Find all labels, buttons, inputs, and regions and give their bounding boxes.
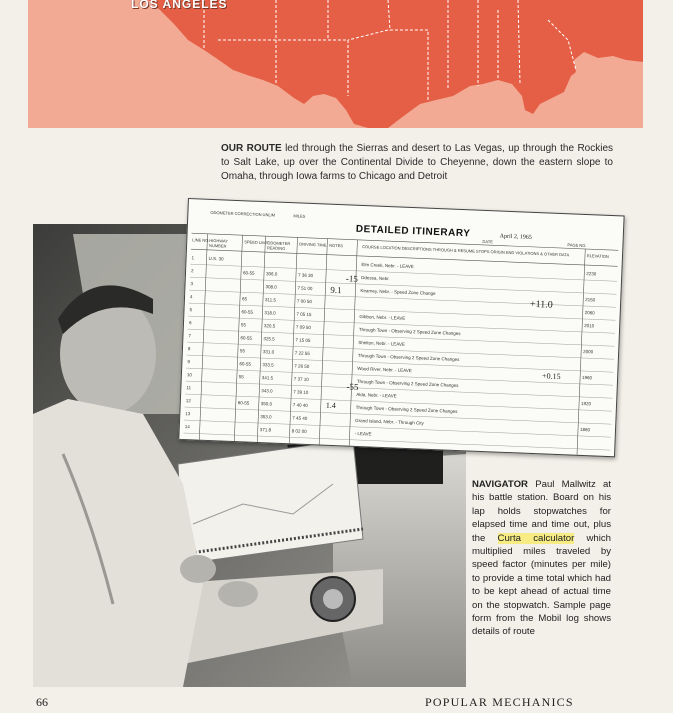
magazine-title: POPULAR MECHANICS <box>425 695 574 709</box>
form-cell: Through Town - Observing 2 Speed Zone Changes <box>357 352 460 363</box>
form-cell: - LEAVE <box>354 430 372 437</box>
form-column-header: ODOMETER READING <box>266 240 291 251</box>
form-column-header: NOTES <box>329 242 344 249</box>
annotation-4: +0.15 <box>541 371 561 382</box>
form-cell: 60-55 <box>237 400 250 406</box>
form-cell: 341.5 <box>261 375 274 381</box>
form-cell: 333.5 <box>262 362 274 368</box>
form-cell: 7 22 55 <box>294 350 310 357</box>
form-cell: 60-55 <box>241 309 254 315</box>
form-cell: 7 51 00 <box>297 285 313 292</box>
annotation-5: -55 <box>346 381 359 392</box>
torn-edge <box>190 380 630 450</box>
form-cell: 331.0 <box>262 349 275 355</box>
route-caption <box>221 142 613 184</box>
annotation-2: -15 <box>345 273 359 284</box>
form-cell: 7 36 30 <box>297 272 314 279</box>
navigator-caption-text-2: which multiplied miles traveled by speed factor (minutes per mile) to provide a time total which had to be kept ahead of actual time on the stopwatch. Sample page form from the Mobil log shows details of route <box>472 532 611 638</box>
form-cell: 2 <box>190 268 194 274</box>
form-cell: 60-55 <box>240 335 253 341</box>
form-cell: 353.0 <box>260 414 272 420</box>
form-cell: 343.0 <box>261 388 273 394</box>
map-city-label: LOS ANGELES <box>131 0 228 11</box>
form-cell: 2060 <box>584 310 595 316</box>
form-cell: 7 15 05 <box>295 337 311 344</box>
form-cell: 3 <box>190 281 194 287</box>
curta-calculator-highlight: Curta calculator <box>497 532 575 544</box>
form-column-header: SPEED LIMIT <box>244 239 270 246</box>
form-cell: Through Town - Observing 2 Speed Zone Changes <box>356 378 459 389</box>
route-map <box>28 0 643 128</box>
navigator-caption-lead: NAVIGATOR <box>472 479 528 490</box>
form-cell: 10 <box>186 372 193 378</box>
form-cell: 7 05 15 <box>296 311 312 318</box>
form-cell: 8 <box>187 346 191 352</box>
page-number: 66 <box>36 695 48 709</box>
form-cell: 1920 <box>580 400 592 407</box>
form-cell: Gibbon, Nebr. - LEAVE <box>359 313 406 321</box>
form-cell: 7 <box>188 333 192 339</box>
form-cell: 4 <box>189 294 193 300</box>
form-cell: Grand Island, Nebr. - Through City <box>355 417 424 426</box>
navigator-caption-text-1: Paul Mallwitz at his battle station. Board on his lap holds stopwatches for elapsed time and time out, plus the <box>472 479 611 544</box>
form-cell: Through Town - Observing 2 Speed Zone Changes <box>358 326 461 337</box>
form-cell: 55 <box>239 348 246 354</box>
route-caption-text: led through the Sierras and desert to Las Vegas, up through the Rockies to Salt Lake, up over the Continental Divide to Cheyenne, down the eastern slope to Omaha, through Iowa farms to Chicago and Detroit <box>221 143 614 182</box>
form-cell: 7 37 10 <box>293 376 309 382</box>
form-cell: 7 45 40 <box>292 415 308 421</box>
form-cell: Kearney, Nebr. - Speed Zone Change <box>360 287 436 297</box>
form-cell: U.S. 30 <box>208 255 224 262</box>
form-cell: 55 <box>240 322 247 328</box>
form-cell: 2230 <box>586 271 597 277</box>
form-column-header: ELEVATION <box>586 253 609 259</box>
form-cell: 7 00 50 <box>296 298 313 305</box>
form-cell: 7 40 40 <box>292 402 308 408</box>
form-cell: 371.8 <box>259 427 272 433</box>
annotation-6: 1.4 <box>325 400 336 411</box>
form-cell: Shelton, Nebr. - LEAVE <box>358 339 406 347</box>
form-header-miles: MILES <box>293 213 306 219</box>
form-date-value: April 2, 1965 <box>499 233 532 241</box>
form-cell: 7 26 50 <box>294 363 310 370</box>
form-cell: 311.5 <box>264 297 277 303</box>
us-map-land <box>28 0 643 128</box>
form-cell: 1960 <box>582 374 593 381</box>
form-cell: 2150 <box>585 297 596 303</box>
form-cell: 65 <box>241 296 248 302</box>
form-column-header: HIGHWAY NUMBER <box>209 237 228 249</box>
form-cell: 6 <box>188 320 192 326</box>
form-cell: 2000 <box>583 348 594 355</box>
form-cell: 318.0 <box>264 310 276 316</box>
annotation-3: +11.0 <box>529 298 553 311</box>
form-cell: Elm Creek, Nebr. - LEAVE <box>361 262 414 270</box>
form-cell: 306.0 <box>265 271 278 277</box>
form-cell: Wood River, Nebr. - LEAVE <box>357 365 412 374</box>
form-cell: 9 <box>187 359 191 365</box>
form-cell: 1860 <box>579 426 591 433</box>
form-column-header: COURSE LOCATION DESCRIPTIONS THROUGH & RESUME STOPS ORIGIN END VIOLATIONS & OTHER DATA <box>362 244 570 258</box>
form-title: DETAILED ITINERARY <box>355 223 471 240</box>
navigator-caption <box>472 478 611 639</box>
form-cell: 325.5 <box>263 336 275 342</box>
form-column-header: DRIVING TIME <box>299 241 327 248</box>
route-caption-lead: OUR ROUTE <box>221 143 282 154</box>
form-cell: 60-55 <box>239 361 251 367</box>
form-column-header: LINE NO. <box>192 237 210 243</box>
form-cell: 1 <box>191 255 195 261</box>
form-cell: Through Town - Observing 2 Speed Zone Changes <box>355 404 458 414</box>
form-cell: Alda, Nebr. - LEAVE <box>356 391 397 399</box>
form-cell: 5 <box>189 307 193 313</box>
form-cell: 7 09 50 <box>295 324 312 331</box>
annotation-1: 9.1 <box>330 284 342 296</box>
form-cell: 8 02 00 <box>291 428 307 434</box>
form-cell: 55 <box>238 374 244 380</box>
form-header-date: DATE <box>482 238 493 245</box>
form-header-odometer: ODOMETER CORRECTION UNLIM <box>210 209 276 218</box>
form-cell: Odessa, Nebr. <box>360 275 390 282</box>
form-cell: 350.0 <box>260 401 273 407</box>
form-cell: 320.5 <box>263 323 276 329</box>
form-header-page: PAGE NO. <box>567 242 587 249</box>
form-cell: 308.0 <box>265 284 277 290</box>
form-cell: 12 <box>185 398 191 404</box>
form-cell: 11 <box>186 385 192 391</box>
form-cell: 14 <box>184 424 190 430</box>
form-cell: 7 39 10 <box>293 389 309 395</box>
form-cell: 60-55 <box>242 270 255 276</box>
form-cell: 13 <box>185 411 191 417</box>
form-cell: 2010 <box>584 323 595 329</box>
